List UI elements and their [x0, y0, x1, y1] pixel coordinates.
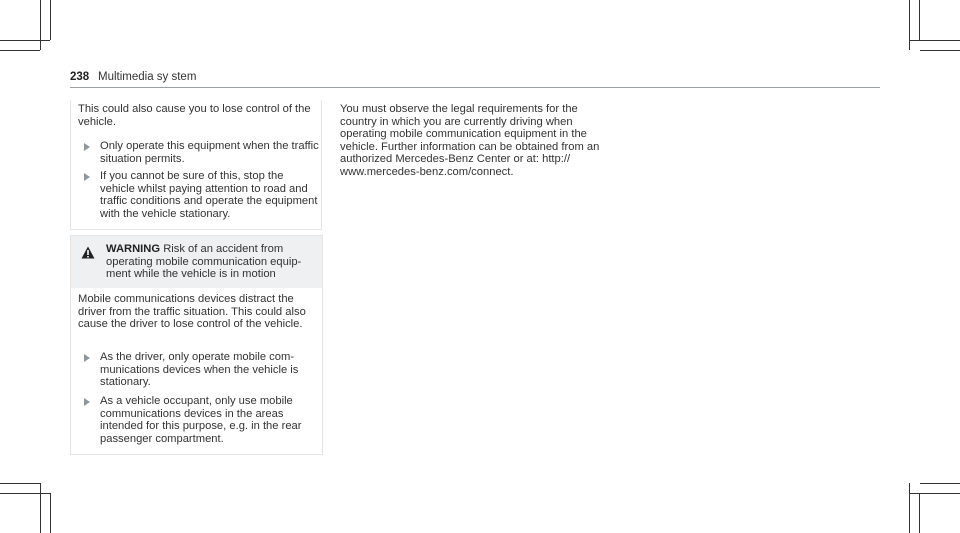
list-item-text: As a vehicle occupant, only use mobile communications devices in the areas intended for this purpose, e.g. in the rear passenger compartment.: [100, 395, 302, 445]
crop-mark: [0, 483, 40, 484]
crop-mark: [40, 483, 41, 533]
crop-mark: [40, 0, 41, 50]
safety-note-continued: [70, 100, 322, 230]
warning-title: [106, 243, 318, 281]
list-item-text: As the driver, only operate mobile com-munications devices when the vehicle is stationary.: [100, 351, 299, 389]
legal-requirements-paragraph: You must observe the legal requirements for the country in which you are currently driving when operating mobile communication equipment in the vehicle. Further information can be obtained from an authorized Mercedes-Benz Center or at: http:// www.mercedes-benz.com/connect.: [340, 103, 600, 178]
crop-mark: [0, 493, 50, 494]
bullet-arrow-icon: [84, 173, 90, 181]
warning-title-text: Risk of an accident from operating mobile communication equip-ment while the vehicle is in motion: [106, 243, 302, 281]
page-number: 238: [70, 71, 90, 83]
bullet-arrow-icon: [84, 354, 90, 362]
crop-mark: [919, 493, 920, 533]
crop-mark: [50, 493, 51, 533]
page-header: [70, 73, 880, 88]
crop-mark: [919, 0, 920, 40]
warning-box: [70, 235, 323, 455]
warning-label: WARNING: [106, 243, 161, 255]
crop-mark: [920, 50, 960, 51]
intro-paragraph: This could also cause you to lose control of the vehicle.: [78, 103, 311, 128]
warning-triangle-icon: [81, 246, 95, 259]
section-title: Multimedia sy stem: [98, 71, 197, 83]
list-item-text: Only operate this equipment when the traffic situation permits.: [100, 140, 319, 165]
crop-mark: [0, 40, 50, 41]
warning-body: Mobile communications devices distract the driver from the traffic situation. This could also cause the driver to lose control of the vehicle.: [78, 293, 306, 331]
bullet-arrow-icon: [84, 143, 90, 151]
bullet-arrow-icon: [84, 398, 90, 406]
list-item-text: If you cannot be sure of this, stop the vehicle whilst paying attention to road and traffic conditions and operate the equipment with the vehicle stationary.: [100, 170, 318, 220]
warning-header: [71, 236, 322, 288]
crop-mark: [909, 0, 910, 50]
crop-mark: [910, 493, 960, 494]
crop-mark: [50, 0, 51, 40]
crop-mark: [920, 483, 960, 484]
crop-mark: [909, 483, 910, 533]
crop-mark: [0, 50, 40, 51]
crop-mark: [910, 40, 960, 41]
